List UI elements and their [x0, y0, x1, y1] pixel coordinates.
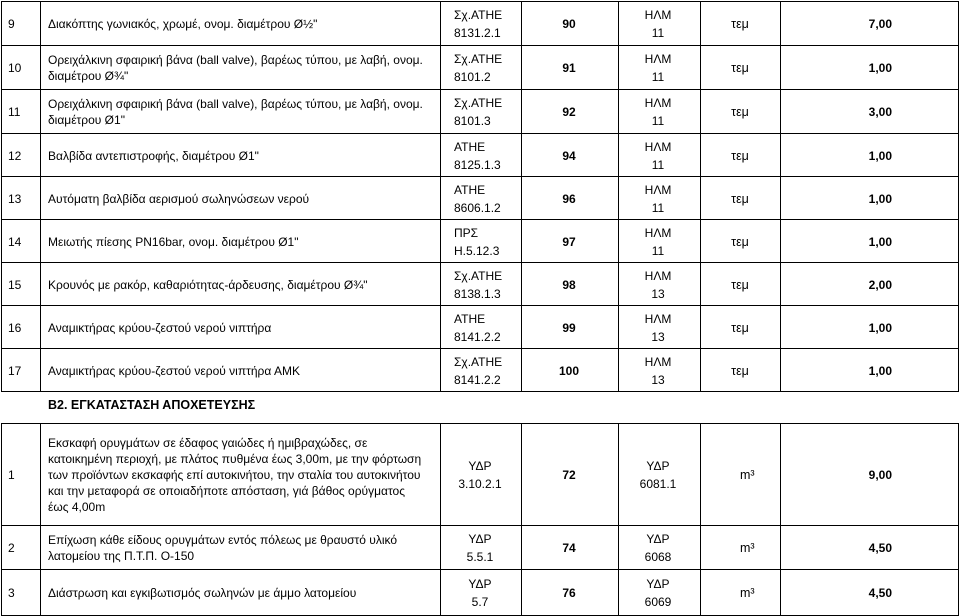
- column-divider: [1, 423, 2, 615]
- row-divider: [1, 45, 959, 46]
- unit-of-measure: τεμ: [731, 234, 749, 249]
- spec-code: ΠΡΣ H.5.12.3: [454, 225, 500, 258]
- quantity: 2,00: [868, 277, 892, 292]
- spec-code: Σχ.ΑΤΗΕ 8141.2.2: [454, 354, 503, 387]
- row-divider: [1, 133, 959, 134]
- price-reference: ΗΛΜ 11: [644, 182, 672, 215]
- article-number: 94: [562, 148, 576, 163]
- table-row: [0, 135, 960, 176]
- item-description: Βαλβίδα αντεπιστροφής, διαμέτρου Ø1": [48, 148, 259, 163]
- table-row: [0, 570, 960, 615]
- item-number: 15: [8, 277, 22, 292]
- item-number: 3: [8, 585, 15, 600]
- article-number: 90: [562, 16, 576, 31]
- unit-of-measure: τεμ: [731, 105, 749, 119]
- item-number: 17: [8, 363, 22, 378]
- item-description: Μειωτής πίεσης PN16bar, ονομ. διαμέτρου Ø1": [48, 234, 299, 249]
- item-number: 14: [8, 234, 22, 249]
- table-row: [0, 178, 960, 219]
- unit-of-measure: τεμ: [731, 61, 749, 75]
- item-description: Κρουνός με ρακόρ, καθαριότητας-άρδευσης, διαμέτρου Ø¾": [48, 277, 368, 292]
- price-reference: ΗΛΜ 11: [644, 96, 672, 128]
- spec-code: Σχ.ΑΤΗΕ 8101.3: [454, 96, 503, 128]
- column-divider: [440, 1, 441, 391]
- quantity: 1,00: [868, 234, 892, 249]
- column-divider: [780, 423, 781, 615]
- quantity: 1,00: [868, 191, 892, 206]
- price-reference: ΗΛΜ 13: [644, 311, 672, 344]
- column-divider: [440, 423, 441, 615]
- unit-of-measure: τεμ: [731, 320, 749, 335]
- article-number: 99: [562, 320, 576, 335]
- table-row: [0, 307, 960, 348]
- column-divider: [521, 1, 522, 391]
- item-number: 10: [8, 61, 22, 75]
- spec-code: Σχ.ΑΤΗΕ 8131.2.1: [454, 7, 503, 40]
- quantity: 4,50: [868, 540, 892, 555]
- quantity: 1,00: [868, 61, 892, 75]
- price-reference: ΗΛΜ 11: [644, 225, 672, 258]
- unit-of-measure: τεμ: [731, 148, 749, 163]
- table-row: [0, 91, 960, 133]
- price-reference: ΗΛΜ 11: [644, 139, 672, 172]
- section-title: Β2. ΕΓΚΑΤΑΣΤΑΣΗ ΑΠΟΧΕΤΕΥΣΗΣ: [48, 398, 256, 412]
- quantity: 1,00: [868, 320, 892, 335]
- column-divider: [700, 1, 701, 391]
- row-divider: [1, 1, 959, 2]
- row-divider: [1, 262, 959, 263]
- row-divider: [1, 391, 959, 392]
- price-reference: ΥΔΡ 6069: [644, 576, 672, 609]
- article-number: 98: [562, 277, 576, 292]
- column-divider: [40, 1, 41, 391]
- article-number: 100: [558, 363, 580, 378]
- row-divider: [1, 569, 959, 570]
- quantity: 7,00: [868, 16, 892, 31]
- article-number: 76: [562, 585, 576, 600]
- table-row: [0, 350, 960, 391]
- row-divider: [1, 89, 959, 90]
- column-divider: [958, 423, 959, 615]
- unit-of-measure: τεμ: [731, 363, 749, 378]
- row-divider: [1, 305, 959, 306]
- article-number: 92: [562, 105, 576, 119]
- item-description: Αναμικτήρας κρύου-ζεστού νερού νιπτήρα ΑΜΚ: [48, 363, 300, 378]
- unit-of-measure: τεμ: [731, 16, 749, 31]
- price-reference: ΥΔΡ 6068: [644, 531, 672, 564]
- item-description: Αναμικτήρας κρύου-ζεστού νερού νιπτήρα: [48, 320, 272, 335]
- article-number: 96: [562, 191, 576, 206]
- column-divider: [618, 1, 619, 391]
- table-row: [0, 526, 960, 569]
- column-divider: [618, 423, 619, 615]
- item-description: Διακόπτης γωνιακός, χρωμέ, ονομ. διαμέτρου Ø½": [48, 16, 318, 31]
- table-row: [0, 221, 960, 262]
- quantity: 9,00: [868, 467, 892, 482]
- spec-code: ΑΤΗΕ 8141.2.2: [454, 311, 501, 344]
- quantity: 3,00: [868, 105, 892, 119]
- item-number: 13: [8, 191, 22, 206]
- item-description: Διάστρωση και εγκιβωτισμός σωληνών με άμμο λατομείου: [48, 585, 357, 600]
- unit-of-measure: m³: [740, 467, 755, 482]
- article-number: 97: [562, 234, 576, 249]
- table-row: [0, 47, 960, 89]
- item-description: Επίχωση κάθε είδους ορυγμάτων εντός πόλεως με θραυστό υλικό λατομείου της Π.Τ.Π. Ο-150: [48, 532, 398, 563]
- table-row: [0, 424, 960, 525]
- spec-code: ΑΤΗΕ 8125.1.3: [454, 139, 501, 172]
- column-divider: [40, 423, 41, 615]
- unit-of-measure: τεμ: [731, 277, 749, 292]
- unit-of-measure: τεμ: [731, 191, 749, 206]
- spec-code: ΥΔΡ 5.7: [468, 576, 492, 609]
- column-divider: [1, 1, 2, 391]
- row-divider: [1, 176, 959, 177]
- column-divider: [700, 423, 701, 615]
- item-number: 2: [8, 540, 15, 555]
- item-description: Εκσκαφή ορυγμάτων σε έδαφος γαιώδες ή ημιβραχώδες, σε κατοικημένη περιοχή, με πλάτος πυθμένα έως 3,00m, με την φόρτωση των προϊόντων εκσκαφής επί αυτοκινήτου, την σταλία του αυτοκινήτου και την μεταφορά σε οποιαδήποτε απόσταση, γιά βάθος ορύγματος έως 4,00m: [48, 435, 422, 514]
- table-row: [0, 264, 960, 305]
- spec-code: ΥΔΡ 5.5.1: [466, 531, 494, 564]
- price-reference: ΗΛΜ 13: [644, 354, 672, 387]
- article-number: 72: [562, 467, 576, 482]
- quantity: 1,00: [868, 148, 892, 163]
- article-number: 91: [562, 61, 576, 75]
- item-number: 1: [8, 467, 15, 482]
- spec-code: ΥΔΡ 3.10.2.1: [458, 458, 502, 491]
- quantity: 1,00: [868, 363, 892, 378]
- spec-code: Σχ.ΑΤΗΕ 8138.1.3: [454, 268, 503, 301]
- item-description: Αυτόματη βαλβίδα αερισμού σωληνώσεων νερού: [48, 191, 310, 206]
- column-divider: [780, 1, 781, 391]
- row-divider: [1, 423, 959, 424]
- spec-code: ΑΤΗΕ 8606.1.2: [454, 182, 501, 215]
- unit-of-measure: m³: [740, 585, 755, 600]
- item-number: 16: [8, 320, 22, 335]
- price-reference: ΗΛΜ 13: [644, 268, 672, 301]
- item-number: 11: [8, 105, 21, 119]
- item-description: Ορειχάλκινη σφαιρική βάνα (ball valve), βαρέως τύπου, με λαβή, ονομ. διαμέτρου Ø¾": [48, 53, 423, 83]
- price-reference: ΥΔΡ 6081.1: [639, 458, 677, 491]
- table-row: [0, 2, 960, 45]
- price-reference: ΗΛΜ 11: [644, 7, 672, 40]
- column-divider: [958, 1, 959, 391]
- item-number: 12: [8, 148, 22, 163]
- quantity: 4,50: [868, 585, 892, 600]
- row-divider: [1, 348, 959, 349]
- unit-of-measure: m³: [740, 540, 755, 555]
- row-divider: [1, 219, 959, 220]
- price-reference: ΗΛΜ 11: [644, 52, 672, 84]
- article-number: 74: [562, 540, 576, 555]
- row-divider: [1, 525, 959, 526]
- item-description: Ορειχάλκινη σφαιρική βάνα (ball valve), βαρέως τύπου, με λαβή, ονομ. διαμέτρου Ø1": [48, 97, 423, 127]
- item-number: 9: [8, 16, 15, 31]
- spec-code: Σχ.ΑΤΗΕ 8101.2: [454, 52, 503, 84]
- column-divider: [521, 423, 522, 615]
